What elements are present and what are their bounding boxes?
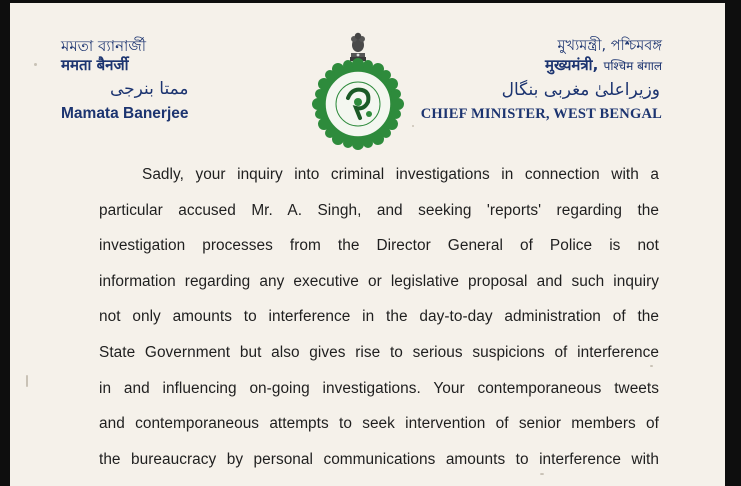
title-hindi bbox=[421, 55, 662, 76]
letterhead-left bbox=[61, 37, 189, 123]
west-bengal-state-seal-icon bbox=[312, 58, 404, 150]
name-hindi: ममता बैनर्जी bbox=[61, 56, 129, 74]
title-urdu: وزیراعلیٰ مغربی بنگال bbox=[501, 80, 660, 100]
paper-speck bbox=[34, 63, 37, 66]
title-bengali: মুখ্যমন্ত্রী, পশ্চিমবঙ্গ bbox=[557, 38, 662, 54]
letter-page bbox=[10, 3, 725, 486]
name-bengali: মমতা ব্যানার্জী bbox=[61, 37, 147, 55]
title-english: CHIEF MINISTER, WEST BENGAL bbox=[420, 106, 662, 122]
name-urdu: ممتا بنرجی bbox=[109, 79, 189, 99]
body-line: State Government but also gives rise to serious suspicions of interference bbox=[99, 343, 659, 361]
body-line: investigation processes from the Director General of Police is not bbox=[99, 237, 659, 255]
body-line: Sadly, your inquiry into criminal investigations in connection with a bbox=[142, 166, 659, 183]
body-line: the bureaucracy by personal communications amounts to interference with bbox=[99, 450, 659, 468]
letterhead-right bbox=[421, 37, 662, 123]
title-hindi-state: पश्चिम बंगाल bbox=[603, 59, 662, 73]
paper-speck bbox=[26, 375, 28, 387]
title-hindi-main: मुख्यमंत्री, bbox=[544, 56, 599, 74]
body-line: not only amounts to interference in the day-to-day administration of the bbox=[99, 308, 659, 326]
body-line: in and influencing on-going investigations. Your contemporaneous tweets bbox=[99, 379, 659, 397]
name-english: Mamata Banerjee bbox=[61, 105, 189, 122]
paper-speck bbox=[412, 125, 414, 127]
body-line: and contemporaneous attempts to seek intervention of senior members of bbox=[99, 415, 659, 433]
body-line: information regarding any executive or legislative proposal and such inquiry bbox=[99, 272, 659, 290]
body-line: particular accused Mr. A. Singh, and seeking 'reports' regarding the bbox=[99, 201, 659, 219]
letter-body bbox=[99, 157, 659, 477]
